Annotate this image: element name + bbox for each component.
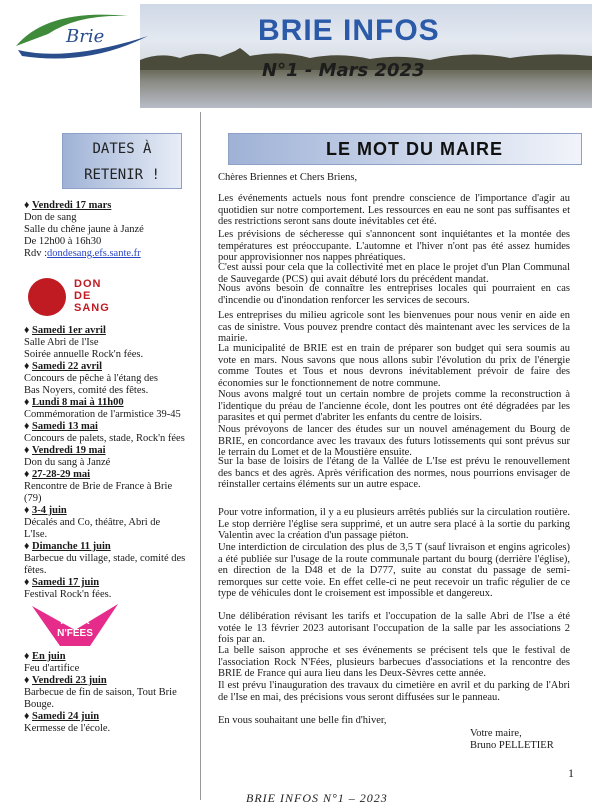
letter-paragraph: Les prévisions de sécheresse qui s'annoncent sont inquiétantes et la montée des températures est préoccupante. L'automne et l'hiver n'ont pas été assez humides pour approvisionner nos nappes phréatiques.	[218, 229, 570, 264]
event-detail: Bas Noyers, comité des fêtes.	[24, 385, 149, 396]
event-date: ♦ 3-4 juin	[24, 505, 67, 516]
page-number: 1	[568, 766, 574, 780]
event-detail: Feu d'artifice	[24, 663, 80, 674]
don-line3: SANG	[74, 302, 110, 314]
event-item	[24, 541, 198, 577]
event-date: ♦ Samedi 1er avril	[24, 325, 106, 336]
letter-paragraph: La belle saison approche et ses événements se précisent tels que le festival de l'association Rock N'Fées, plusieurs barbecues d'associations et la rencontre des BRIE de France qui aura lieu dans les Deux-Sèvres cette année.	[218, 645, 570, 680]
event-date: ♦ En juin	[24, 651, 66, 662]
event-detail: fêtes.	[24, 565, 47, 576]
rock-line2: N'FÉES	[57, 628, 93, 639]
event-item	[24, 711, 198, 735]
event-date: ♦ Vendredi 19 mai	[24, 445, 106, 456]
event-detail: Salle Abri de l'Ise	[24, 337, 99, 348]
event-detail: Décalés and Co, théâtre, Abri de	[24, 517, 161, 528]
event-detail: De 12h00 à 16h30	[24, 236, 102, 247]
event-detail: Salle du chêne jaune à Janzé	[24, 224, 144, 235]
event-detail: Barbecue de fin de saison, Tout Brie	[24, 687, 177, 698]
event-item	[24, 421, 198, 445]
letter-paragraph: Une délibération révisant les tarifs et l'occupation de la salle Abri de l'Ise a été votée le 13 février 2023 autorisant l'occupation de la salle par les associations 2 fois par an.	[218, 611, 570, 646]
don-line2: DE	[74, 290, 92, 302]
rock-line1: ROCK	[60, 616, 90, 627]
event-date: ♦ Lundi 8 mai à 11h00	[24, 397, 124, 408]
event-item	[24, 469, 198, 505]
dates-header-line1: DATES À	[92, 141, 152, 157]
dates-header	[62, 133, 182, 189]
letter-paragraph: Les entreprises du milieu agricole sont les bienvenues pour nous venir en aide en cas de sinistre. Vous pouvez prendre contact dès maintenant avec les services de la mairie.	[218, 310, 570, 345]
blood-drop-icon	[28, 278, 66, 316]
event-item	[24, 445, 198, 469]
event-detail: Don de sang	[24, 212, 77, 223]
event-detail: Soirée annuelle Rock'n fées.	[24, 349, 144, 360]
event-detail: Bouge.	[24, 699, 55, 710]
event-date: ♦ Samedi 22 avril	[24, 361, 102, 372]
event-date: ♦ 27-28-29 mai	[24, 469, 91, 480]
event-item	[24, 505, 198, 541]
footer-text: BRIE INFOS N°1 – 2023	[246, 791, 388, 805]
event-item	[24, 397, 198, 421]
letter-paragraph: Les événements actuels nous font prendre conscience de l'importance d'agir au quotidien sur notre comportement. Les ressources en eau ne sont pas suffisantes et des restrictions seront sans doute inévitables cet été.	[218, 193, 570, 228]
newsletter-title: BRIE INFOS	[258, 14, 440, 47]
letter-paragraph: En vous souhaitant une belle fin d'hiver,	[218, 715, 387, 726]
rock-nfees-logo	[30, 600, 120, 650]
event-item	[24, 325, 198, 361]
issue-number: N°1 - Mars 2023	[262, 60, 425, 81]
event-date: ♦ Samedi 17 juin	[24, 577, 100, 588]
section-header	[228, 133, 582, 165]
letter-paragraph: C'est aussi pour cela que la collectivité met en place le projet d'un Plan Communal de Sauvegarde (PCS) qui avait débuté lors du précédent mandat.	[218, 262, 570, 285]
event-date: ♦ Samedi 24 juin	[24, 711, 100, 722]
letter-paragraph: Pour votre information, il y a eu plusieurs arrêtés publiés sur la circulation routière. Le stop derrière l'église sera supprimé, et un autre sera placé à la sortie du parking Valentin avec la création d'un passage piéton.	[218, 507, 570, 542]
event-detail: Festival Rock'n fées.	[24, 589, 112, 600]
dondesang-link[interactable]: dondesang.efs.sante.fr	[47, 248, 141, 259]
signature-line1: Votre maire,	[470, 728, 522, 739]
don-de-sang-logo	[28, 276, 118, 320]
event-rdv: Rdv :dondesang.efs.sante.fr	[24, 248, 141, 259]
event-detail: Don du sang à Janzé	[24, 457, 111, 468]
event-detail: Barbecue du village, stade, comité des	[24, 553, 186, 564]
event-item	[24, 651, 198, 675]
letter-paragraph: Nous avons malgré tout un certain nombre de projets comme la reconstruction à l'identique du préau de l'ancienne école, dont les poutres ont été dégradées par les parasites et qui permet d'abriter les enfants du centre de loisirs.	[218, 389, 570, 424]
event-date: ♦ Samedi 13 mai	[24, 421, 98, 432]
event-detail: (79)	[24, 493, 42, 504]
event-item	[24, 361, 198, 397]
event-date: ♦ Vendredi 17 mars	[24, 200, 112, 211]
logo-text: Brie	[66, 26, 105, 47]
event-detail: Kermesse de l'école.	[24, 723, 111, 734]
letter-paragraph: Une interdiction de circulation des plus de 3,5 T (sauf livraison et engins agricoles) a été publiée sur l'usage de la route communale partant du bourg (derrière l'église), en direction de la D48 et de la D777, suite au constat du passage de semi-remorques sur cette voie. En effet celle-ci ne peut recevoir un trafic régulier de ce type de véhicules dont le croisement est impossible et dangereux.	[218, 542, 570, 600]
letter-paragraph: Sur la base de loisirs de l'étang de la Vallée de L'Ise est prévu le renouvellement des bancs et des agrès. Après vérification des normes, nous pourrions envisager de réinstaller certains éléments sur un autre espace.	[218, 456, 570, 491]
letter-paragraph: La municipalité de BRIE est en train de préparer son budget qui sera soumis au vote en mars. Nous savons que nous allons subir l'évolution du prix de l'énergie comme Toutes et Tous et nous devrons inévitablement prévoir de faire des économies sur le fonctionnement de notre commune.	[218, 343, 570, 389]
header-banner	[0, 0, 600, 112]
letter-paragraph: Nous prévoyons de lancer des études sur un nouvel aménagement du Bourg de BRIE, en concordance avec les travaux des futurs lotissements qui sont prévus sur le terrain du Lomet et de la Moustière ensuite.	[218, 424, 570, 459]
dates-header-line2: RETENIR !	[84, 167, 160, 183]
event-item	[24, 200, 198, 260]
event-item	[24, 577, 198, 601]
event-detail: Rencontre de Brie de France à Brie	[24, 481, 173, 492]
letter-paragraph: Il est prévu l'inauguration des travaux du cimetière en avril et du parking de l'Abri de l'Ise en mai, des précisions vous seront diffusées sur le panneau.	[218, 680, 570, 703]
don-line1: DON	[74, 278, 102, 290]
event-item	[24, 675, 198, 711]
event-detail: Concours de palets, stade, Rock'n fées	[24, 433, 185, 444]
event-detail: Concours de pêche à l'étang des	[24, 373, 158, 384]
event-detail: Commémoration de l'armistice 39-45	[24, 409, 181, 420]
signature-line2: Bruno PELLETIER	[470, 740, 554, 751]
greeting: Chères Briennes et Chers Briens,	[218, 172, 358, 183]
event-detail: L'Ise.	[24, 529, 48, 540]
section-title: LE MOT DU MAIRE	[326, 139, 503, 159]
event-date: ♦ Vendredi 23 juin	[24, 675, 107, 686]
column-divider	[200, 112, 201, 800]
event-date: ♦ Dimanche 11 juin	[24, 541, 111, 552]
letter-paragraph: Nous avons besoin de connaître les entreprises locales qui pourraient en cas d'incendie ou d'inondation renforcer les services de secours.	[218, 283, 570, 306]
